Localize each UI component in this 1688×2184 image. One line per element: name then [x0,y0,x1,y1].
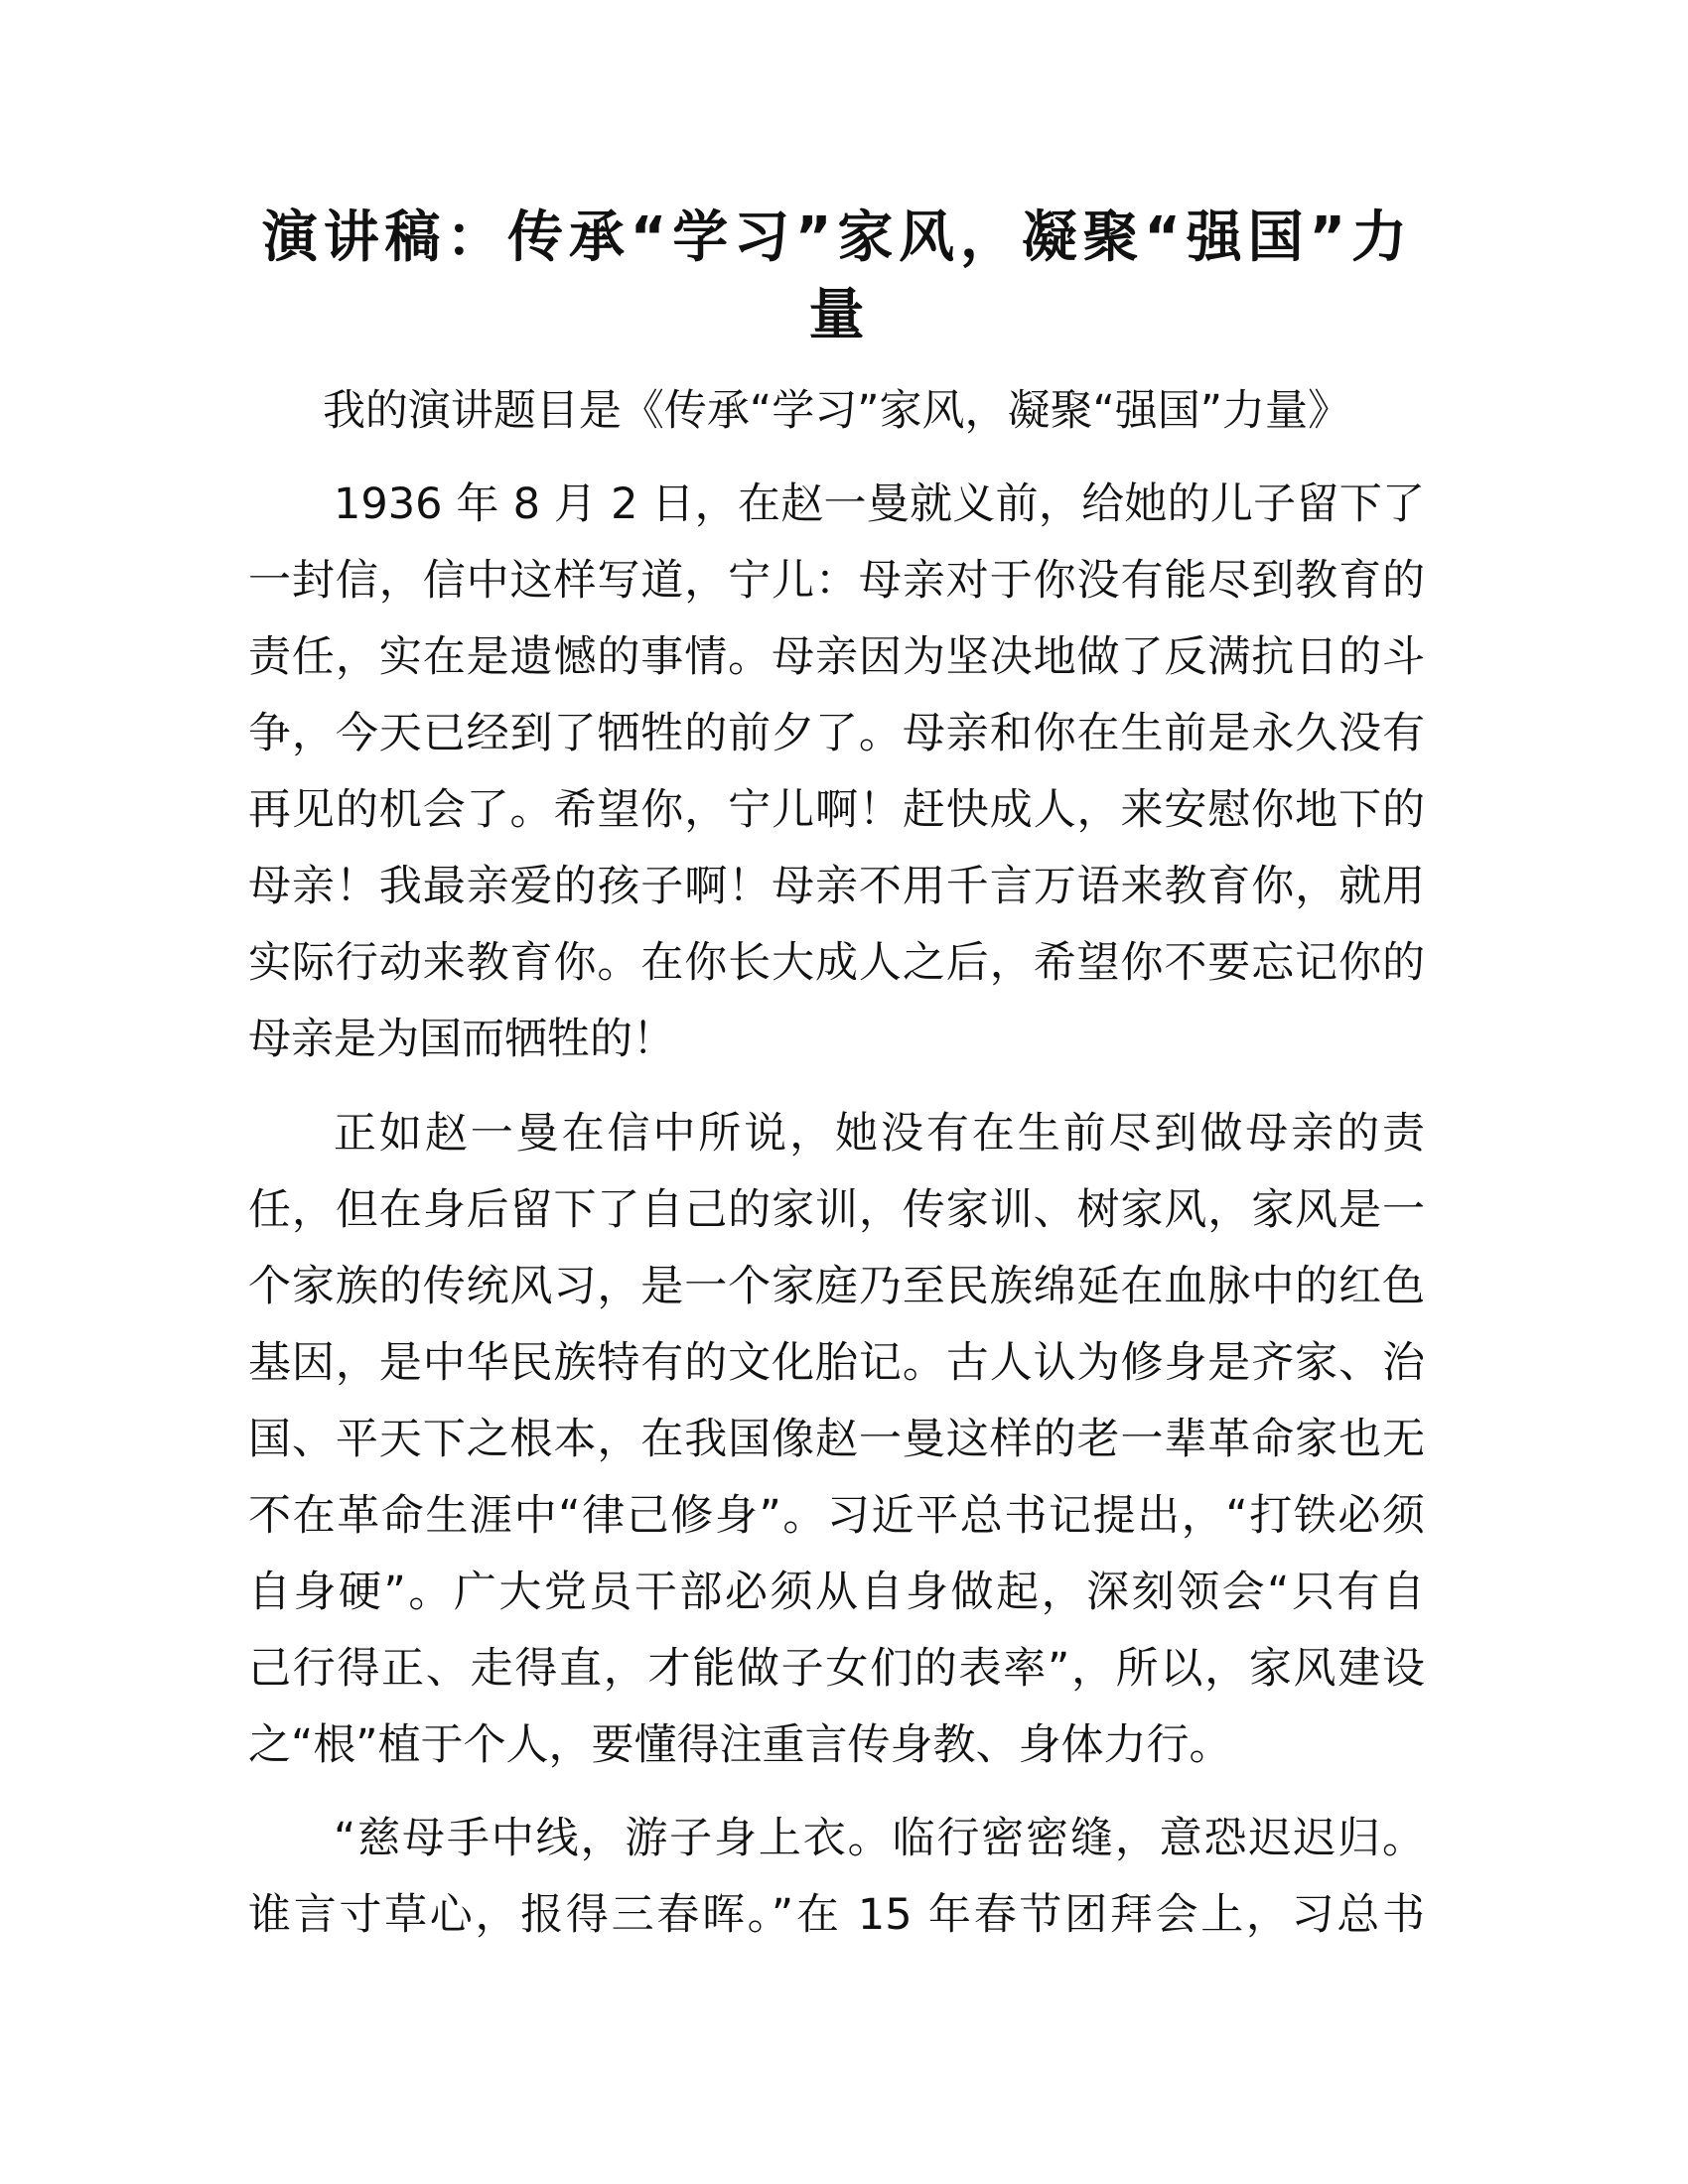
title-line: 量 [808,283,865,347]
text-line: 责任，实在是遗憾的事情。母亲因为坚决地做了反满抗日的斗 [248,632,1425,682]
text-line: 正如赵一曼在信中所说，她没有在生前尽到做母亲的责 [334,1109,1425,1159]
paragraph [248,1801,1425,1954]
text-line: 谁言寸草心，报得三春晖。”在 15 年春节团拜会上，习总书 [248,1890,1425,1940]
title-line: 演讲稿：传承“学习”家风，凝聚“强国”力 [262,205,1407,270]
paragraph [248,1096,1425,1784]
text-line: 实际行动来教育你。在你长大成人之后，希望你不要忘记你的 [248,938,1425,988]
text-line: 基因，是中华民族特有的文化胎记。古人认为修身是齐家、治 [248,1338,1425,1388]
text-line: 自身硬”。广大党员干部必须从自身做起，深刻领会“只有自 [248,1568,1425,1617]
text-line: 任，但在身后留下了自己的家训，传家训、树家风，家风是一 [248,1185,1425,1235]
paragraph [248,467,1425,1078]
text-line: 再见的机会了。希望你，宁儿啊！赶快成人，来安慰你地下的 [248,785,1425,835]
text-line: 之“根”植于个人，要懂得注重言传身教、身体力行。 [248,1720,1232,1770]
text-line: 不在革命生涯中“律己修身”。习近平总书记提出，“打铁必须 [248,1491,1425,1541]
text-line: 母亲是为国而牺牲的！ [248,1015,675,1064]
text-line: 个家族的传统风习，是一个家庭乃至民族绵延在血脉中的红色 [248,1262,1425,1311]
text-line: 国、平天下之根本，在我国像赵一曼这样的老一辈革命家也无 [248,1415,1425,1464]
text-line: 己行得正、走得直，才能做子女们的表率”，所以，家风建设 [248,1644,1425,1694]
text-line: “慈母手中线，游子身上衣。临行密密缝，意恐迟迟归。 [334,1814,1425,1863]
text-line: 母亲！我最亲爱的孩子啊！母亲不用千言万语来教育你，就用 [248,862,1425,911]
text-line: 1936 年 8 月 2 日，在赵一曼就义前，给她的儿子留下了 [334,479,1425,529]
text-line: 一封信，信中这样写道，宁儿：母亲对于你没有能尽到教育的 [248,556,1425,606]
text-line: 争，今天已经到了牺牲的前夕了。母亲和你在生前是永久没有 [248,709,1425,758]
speech-topic: 我的演讲题目是《传承“学习”家风，凝聚“强国”力量》 [322,386,1351,436]
